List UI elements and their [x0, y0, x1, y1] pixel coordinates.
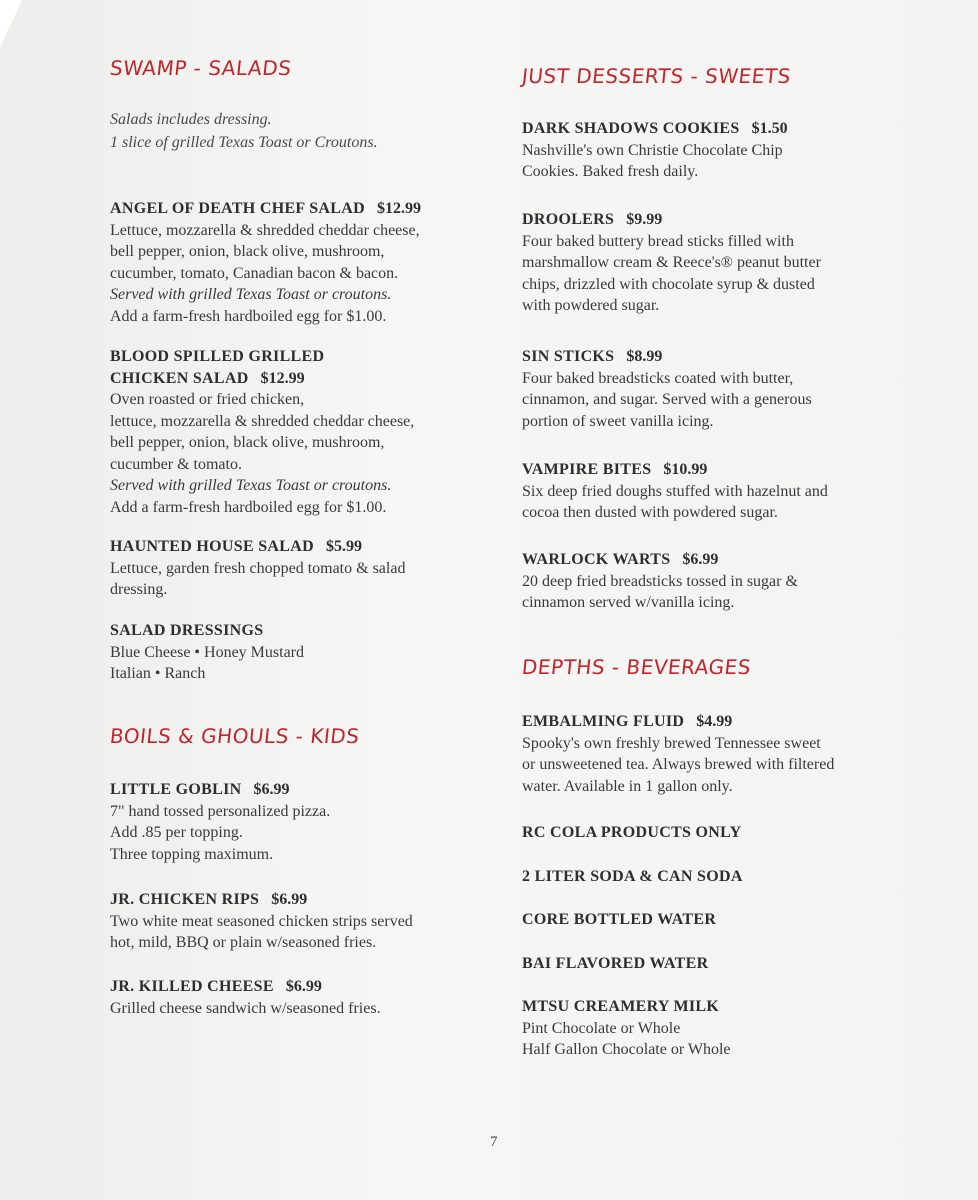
menu-item-vampire-bites — [522, 459, 892, 524]
item-name: LITTLE GOBLIN — [110, 781, 242, 798]
item-desc: Pint Chocolate or Whole — [522, 1019, 681, 1037]
menu-item-droolers — [522, 209, 892, 317]
menu-item-blood-spilled — [110, 346, 480, 518]
item-desc: Cookies. Baked fresh daily. — [522, 163, 699, 180]
item-desc: Add .85 per topping. — [110, 824, 243, 841]
item-desc: cocoa then dusted with powdered sugar. — [522, 504, 778, 521]
item-desc: cucumber, tomato, Canadian bacon & bacon. — [110, 264, 399, 282]
intro-line: Salads includes dressing. — [110, 111, 272, 128]
item-name: CORE BOTTLED WATER — [522, 911, 717, 928]
item-name: ANGEL OF DEATH CHEF SALAD — [110, 200, 365, 217]
item-price: $6.99 — [271, 891, 308, 908]
item-price: $6.99 — [253, 781, 290, 798]
item-name: RC COLA PRODUCTS ONLY — [522, 824, 742, 841]
item-name: MTSU CREAMERY MILK — [522, 998, 720, 1015]
item-desc: Spooky's own freshly brewed Tennessee sweet — [522, 734, 821, 752]
menu-item-salad-dressings — [110, 620, 480, 685]
menu-item-jr-killed-cheese — [110, 976, 480, 1019]
item-desc: Two white meat seasoned chicken strips served — [110, 912, 413, 930]
item-name: BAI FLAVORED WATER — [522, 955, 709, 972]
intro-line: 1 slice of grilled Texas Toast or Croutons. — [110, 134, 378, 151]
item-name: VAMPIRE BITES — [522, 461, 652, 478]
menu-item-rc-cola — [522, 822, 892, 844]
item-price: $12.99 — [376, 200, 421, 217]
item-name: SIN STICKS — [522, 348, 615, 365]
menu-item-warlock-warts — [522, 549, 892, 614]
item-desc: 7" hand tossed personalized pizza. — [110, 802, 331, 820]
item-desc: Half Gallon Chocolate or Whole — [522, 1041, 731, 1058]
item-desc: hot, mild, BBQ or plain w/seasoned fries. — [110, 934, 377, 951]
item-desc: Grilled cheese sandwich w/seasoned fries. — [110, 999, 381, 1017]
item-price: $5.99 — [325, 538, 362, 555]
item-price: $6.99 — [682, 551, 719, 568]
item-desc: Three topping maximum. — [110, 845, 274, 863]
item-desc: or unsweetened tea. Always brewed with filtered — [522, 756, 835, 773]
item-desc: Italian • Ranch — [110, 665, 206, 682]
item-price: $9.99 — [626, 211, 663, 228]
section-title-beverages: DEPTHS - BEVERAGES — [520, 655, 753, 679]
menu-item-angel-of-death — [110, 198, 480, 327]
item-price: $8.99 — [626, 348, 663, 365]
item-name: 2 LITER SODA & CAN SODA — [522, 868, 743, 885]
item-price: $10.99 — [663, 461, 708, 478]
item-desc: bell pepper, onion, black olive, mushroom, — [110, 243, 385, 260]
page-number: 7 — [490, 1134, 498, 1150]
menu-item-jr-chicken-rips — [110, 889, 480, 954]
item-desc: Served with grilled Texas Toast or croutons. — [110, 286, 392, 303]
item-desc: lettuce, mozzarella & shredded cheddar cheese, — [110, 412, 415, 430]
item-desc: Blue Cheese • Honey Mustard — [110, 643, 305, 661]
menu-item-bai-water — [522, 953, 892, 975]
menu-item-dark-shadows — [522, 118, 892, 183]
section-title-salads: SWAMP - SALADS — [108, 56, 293, 80]
item-price: $6.99 — [285, 978, 322, 995]
item-name: DARK SHADOWS COOKIES — [522, 120, 740, 137]
item-desc: cucumber & tomato. — [110, 455, 242, 473]
menu-item-sin-sticks — [522, 346, 892, 432]
item-name-cont: CHICKEN SALAD — [110, 369, 249, 387]
menu-item-embalming-fluid — [522, 711, 892, 797]
item-name: JR. KILLED CHEESE — [110, 978, 274, 995]
salads-intro — [110, 108, 378, 154]
item-desc: Served with grilled Texas Toast or croutons. — [110, 477, 392, 494]
item-desc: Lettuce, mozzarella & shredded cheddar cheese, — [110, 221, 420, 239]
item-desc: Four baked buttery bread sticks filled with — [522, 232, 794, 250]
menu-item-haunted-house — [110, 536, 480, 601]
item-name: WARLOCK WARTS — [522, 551, 671, 568]
item-desc: Add a farm-fresh hardboiled egg for $1.00. — [110, 498, 387, 516]
item-desc: Six deep fried doughs stuffed with hazelnut and — [522, 482, 828, 500]
item-desc: marshmallow cream & Reece's® peanut butter — [522, 254, 821, 271]
item-name: SALAD DRESSINGS — [110, 622, 264, 639]
item-desc: dressing. — [110, 581, 168, 598]
item-name: JR. CHICKEN RIPS — [110, 891, 260, 908]
item-name: HAUNTED HOUSE SALAD — [110, 538, 314, 555]
item-desc: Oven roasted or fried chicken, — [110, 391, 305, 408]
item-name: BLOOD SPILLED GRILLED — [110, 348, 325, 365]
item-desc: chips, drizzled with chocolate syrup & dusted — [522, 275, 815, 293]
item-desc: Lettuce, garden fresh chopped tomato & salad — [110, 559, 406, 577]
item-desc: Nashville's own Christie Chocolate Chip — [522, 141, 783, 159]
menu-item-mtsu-milk — [522, 996, 892, 1061]
item-price: $4.99 — [696, 713, 733, 730]
menu-item-little-goblin — [110, 779, 480, 865]
item-name: EMBALMING FLUID — [522, 713, 685, 730]
item-desc: cinnamon served w/vanilla icing. — [522, 594, 735, 611]
item-price: $12.99 — [260, 369, 305, 387]
section-title-kids: BOILS & GHOULS - KIDS — [108, 724, 361, 748]
item-desc: portion of sweet vanilla icing. — [522, 412, 714, 430]
page-corner — [0, 0, 22, 48]
section-title-desserts: JUST DESSERTS - SWEETS — [520, 64, 793, 88]
item-desc: cinnamon, and sugar. Served with a generous — [522, 391, 812, 408]
item-desc: water. Available in 1 gallon only. — [522, 777, 733, 795]
item-price: $1.50 — [751, 120, 788, 137]
item-desc: 20 deep fried breadsticks tossed in sugar & — [522, 572, 798, 590]
menu-item-soda — [522, 866, 892, 888]
item-desc: with powdered sugar. — [522, 297, 660, 314]
item-desc: bell pepper, onion, black olive, mushroom, — [110, 434, 385, 451]
menu-item-core-water — [522, 909, 892, 931]
item-desc: Add a farm-fresh hardboiled egg for $1.00. — [110, 307, 387, 325]
item-desc: Four baked breadsticks coated with butter, — [522, 369, 794, 387]
item-name: DROOLERS — [522, 211, 615, 228]
